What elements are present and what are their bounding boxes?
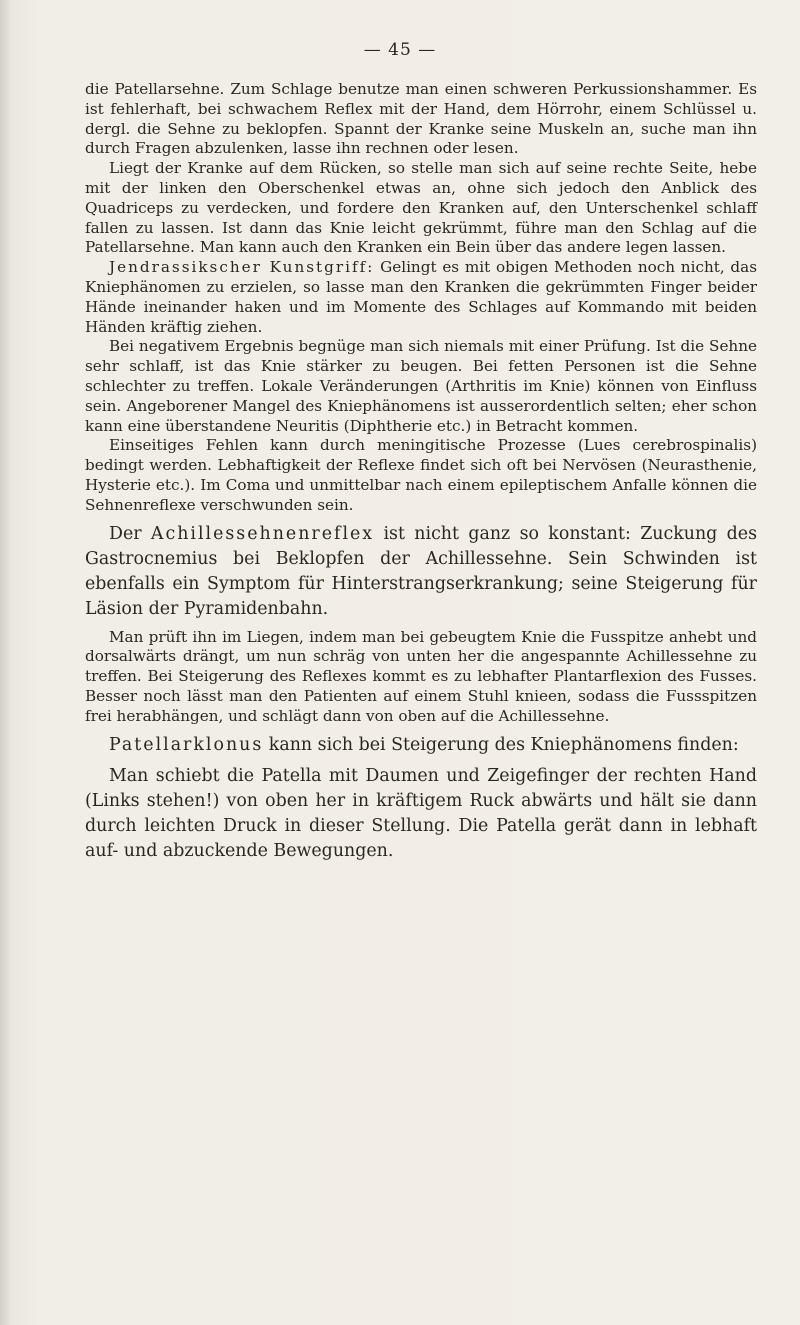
paragraph-achilles-reflex — [85, 522, 757, 622]
achilles-prefix: Der — [109, 523, 151, 544]
paragraph-patellarklonus — [85, 733, 757, 758]
page-number: — 45 — — [363, 40, 437, 60]
jendrassik-text: Gelingt es mit obigen Methoden noch nicht, das Kniephänomen zu erzielen, so lasse man den Kranken die gekrümmten Finger beider Hände ineinander haken und im Momente des Schlages auf Kommando mit beiden Händen kräftig ziehen. — [85, 258, 758, 336]
jendrassik-heading: Jendrassikscher Kunstgriff: — [109, 258, 375, 277]
paragraph-patellarklonus-technique: Man schiebt die Patella mit Daumen und Zeigefinger der rechten Hand (Links stehen!) von oben her in kräftigem Ruck abwärts und hält sie dann durch leichten Druck in dieser Stellung. Die Patella gerät dann in lebhaft auf- und abzuckende Bewegungen. — [85, 765, 757, 861]
achilles-heading: Achillessehnenreflex — [150, 523, 375, 544]
body-text — [85, 80, 757, 864]
paragraph-unilateral-absence: Einseitiges Fehlen kann durch meningitische Prozesse (Lues cerebrospinalis) bedingt werden. Lebhaftigkeit der Reflexe findet sich oft bei Nervösen (Neurasthenie, Hysterie etc.). Im Coma und unmittelbar nach einem epileptischem Anfalle können die Sehnenreflexe verschwunden sein. — [85, 436, 757, 514]
binding-edge — [0, 0, 10, 1325]
paragraph-achilles-technique: Man prüft ihn im Liegen, indem man bei gebeugtem Knie die Fusspitze anhebt und dorsalwärts drängt, um nun schräg von unten her die angespannte Achillessehne zu treffen. Bei Steigerung des Reflexes kommt es zu lebhafter Plantarflexion des Fusses. Besser noch lässt man den Patienten auf einem Stuhl knieen, sodass die Fussspitzen frei herabhängen, und schlägt dann von oben auf die Achillessehne. — [85, 627, 757, 725]
paragraph-supine-position: Liegt der Kranke auf dem Rücken, so stelle man sich auf seine rechte Seite, hebe mit der linken den Oberschenkel etwas an, ohne sich jedoch den Anblick des Quadriceps zu verdecken, und fordere den Kranken auf, den Unterschenkel schlaff fallen zu lassen. Ist dann das Knie leicht gekrümmt, führe man den Schlag auf die Patellarsehne. Man kann auch den Kranken ein Bein über das andere legen lassen. — [85, 159, 757, 257]
achilles-text: ist nicht ganz so konstant: Zuckung des Gastrocnemius bei Beklopfen der Achillessehne. Sein Schwinden ist ebenfalls ein Symptom für Hinterstrangserkrankung; seine Steigerung für Läsion der Pyramidenbahn. — [85, 523, 757, 619]
patellarklonus-heading: Patellarklonus — [109, 734, 264, 755]
paragraph-negative-result: Bei negativem Ergebnis begnüge man sich niemals mit einer Prüfung. Ist die Sehne sehr schlaff, ist das Knie stärker zu beugen. Bei fetten Personen ist die Sehne schlechter zu treffen. Lokale Veränderungen (Arthritis im Knie) können von Einfluss sein. Angeborener Mangel des Kniephänomens ist ausserordentlich selten; eher schon kann eine überstandene Neuritis (Diphtherie etc.) in Betracht kommen. — [85, 337, 757, 435]
paragraph-patellar-technique: die Patellarsehne. Zum Schlage benutze man einen schweren Perkussionshammer. Es ist fehlerhaft, bei schwachem Reflex mit der Hand, dem Hörrohr, einem Schlüssel u. dergl. die Sehne zu beklopfen. Spannt der Kranke seine Muskeln an, suche man ihn durch Fragen abzulenken, lasse ihn rechnen oder lesen. — [85, 80, 757, 158]
patellarklonus-text: kann sich bei Steigerung des Kniephänomens finden: — [263, 734, 739, 755]
paragraph-jendrassik — [85, 258, 757, 337]
